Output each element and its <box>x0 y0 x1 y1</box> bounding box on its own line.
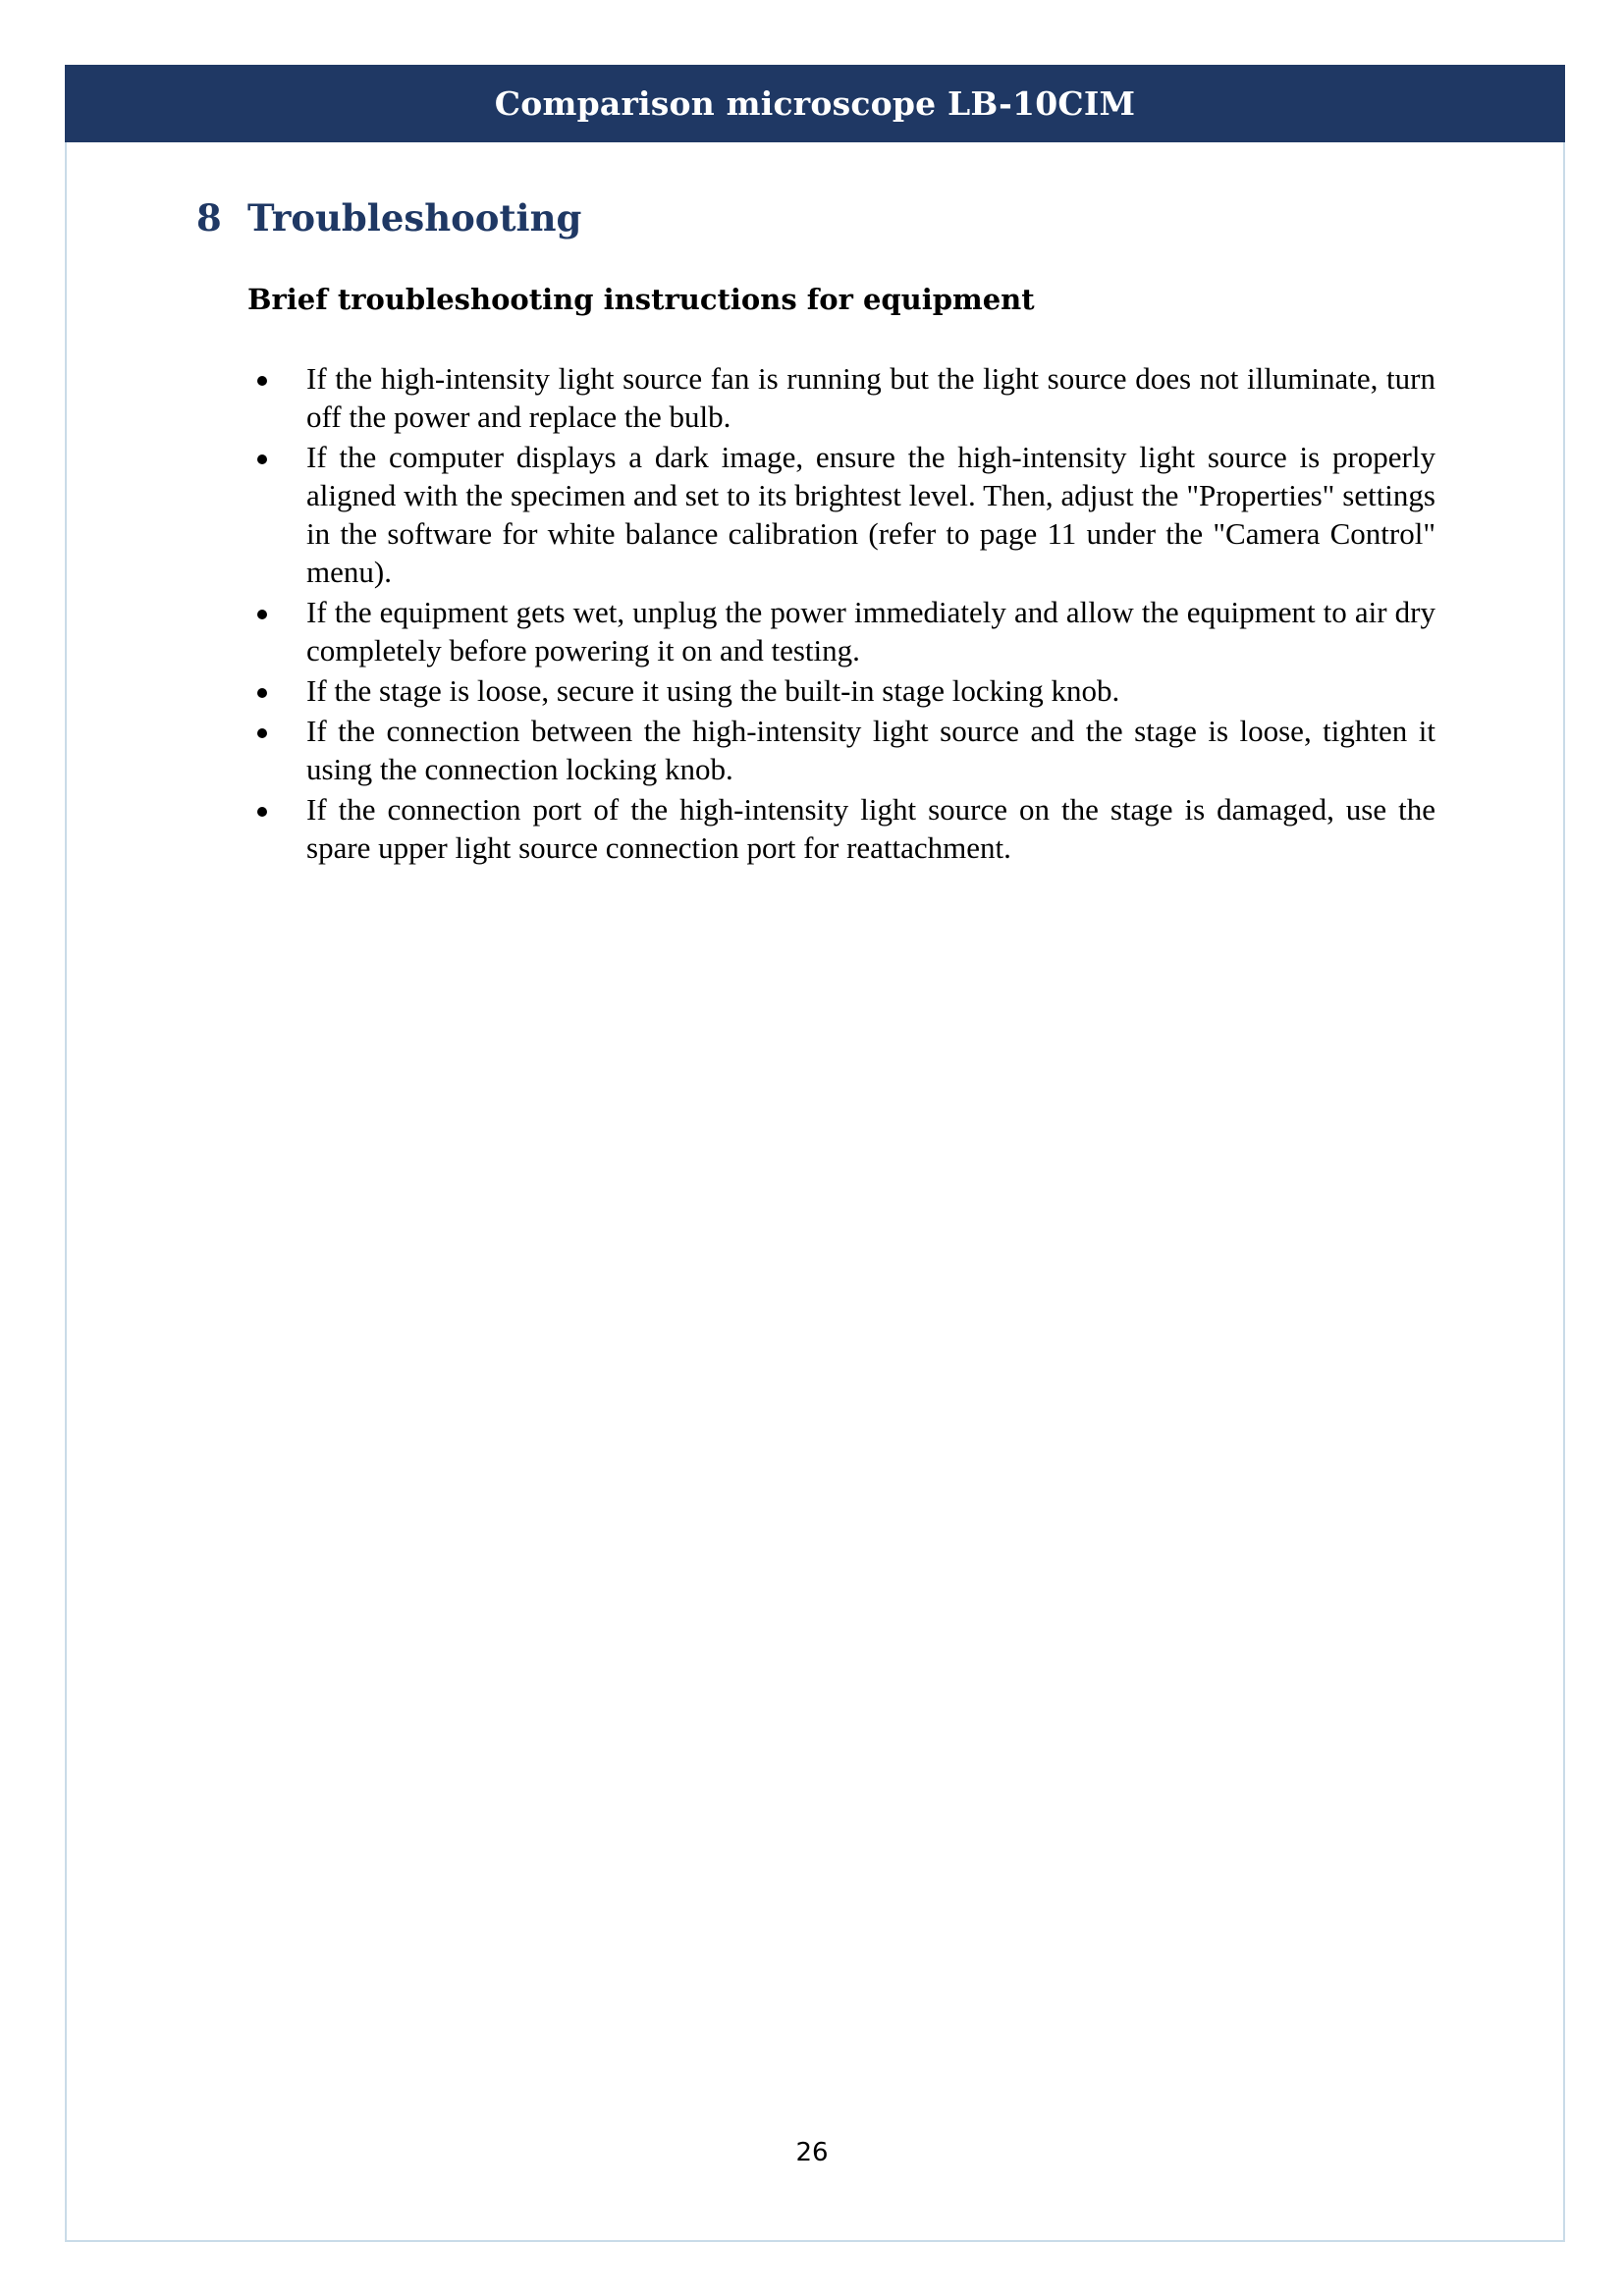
bullet-icon <box>257 376 267 386</box>
section-title: Troubleshooting <box>247 196 582 240</box>
bullet-icon <box>257 728 267 738</box>
header-title: Comparison microscope LB-10CIM <box>494 84 1136 123</box>
list-item-text: If the connection port of the high-intensity light source on the stage is damaged, use the spare upper light source connection port for reattachment. <box>306 792 1435 865</box>
list-item <box>247 712 1435 788</box>
subheading: Brief troubleshooting instructions for equipment <box>247 283 1035 316</box>
list-item <box>247 359 1435 436</box>
list-item <box>247 438 1435 591</box>
bullet-icon <box>257 807 267 817</box>
list-item-text: If the computer displays a dark image, ensure the high-intensity light source is properly aligned with the specimen and set to its brightest level. Then, adjust the "Properties" settings in the software for white balance calibration (refer to page 11 under the "Camera Control" menu). <box>306 440 1435 589</box>
bullet-icon <box>257 454 267 464</box>
list-item-text: If the equipment gets wet, unplug the power immediately and allow the equipment to air dry completely before powering it on and testing. <box>306 595 1435 667</box>
troubleshooting-list <box>247 359 1435 869</box>
bullet-icon <box>257 610 267 619</box>
list-item <box>247 790 1435 867</box>
bullet-icon <box>257 688 267 698</box>
list-item-text: If the connection between the high-intensity light source and the stage is loose, tighten it using the connection locking knob. <box>306 714 1435 786</box>
section-number: 8 <box>196 196 222 240</box>
section-heading <box>196 196 581 240</box>
list-item-text: If the high-intensity light source fan is running but the light source does not illuminate, turn off the power and replace the bulb. <box>306 361 1435 434</box>
page-number: 26 <box>795 2138 829 2167</box>
header-bar <box>65 65 1565 142</box>
list-item <box>247 593 1435 669</box>
list-item-text: If the stage is loose, secure it using the built-in stage locking knob. <box>306 673 1120 708</box>
list-item <box>247 671 1435 710</box>
